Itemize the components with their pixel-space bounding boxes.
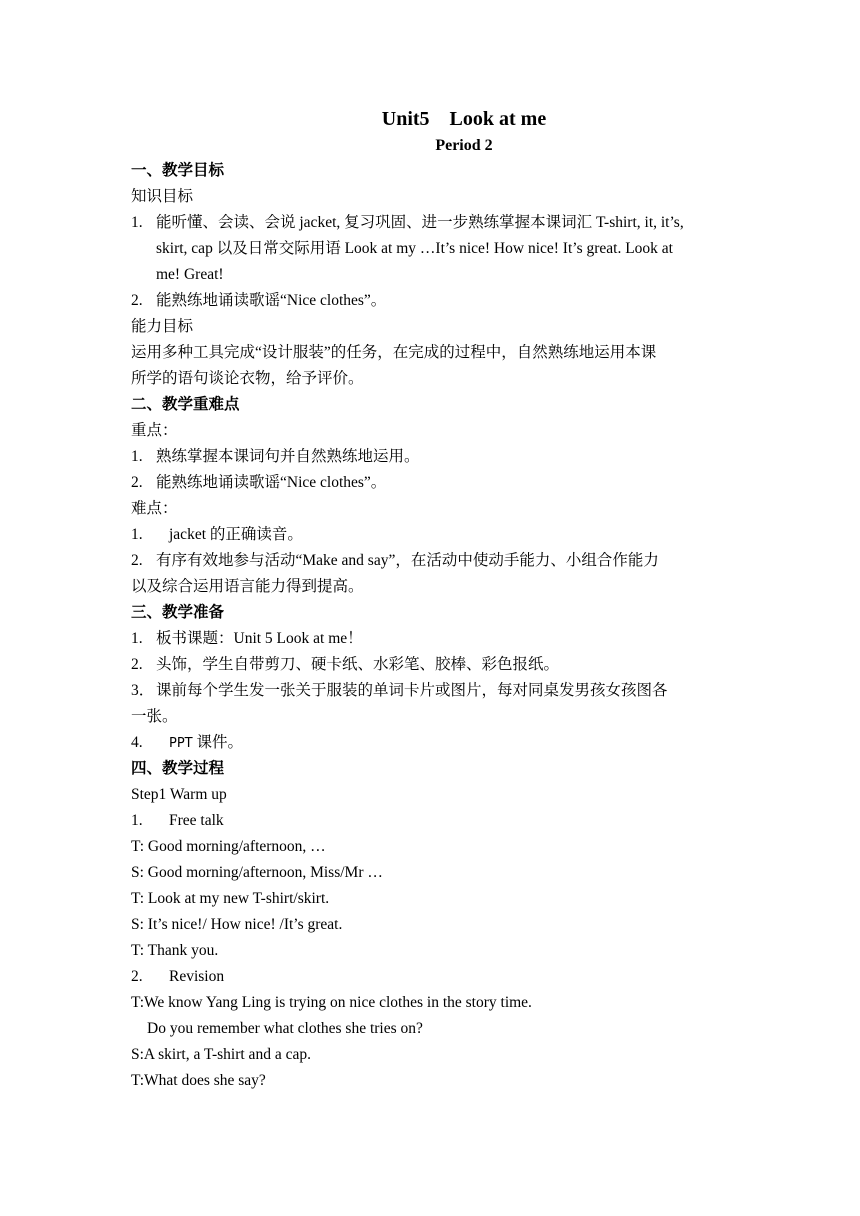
list-item: 2. 能熟练地诵读歌谣“Nice clothes”。 [131,474,387,491]
section-heading-goals: 一、教学目标 [131,162,225,179]
section-heading-key-points: 二、教学重难点 [131,396,240,413]
doc-title: Unit5 Look at me [381,108,547,130]
dialogue-line: T: Good morning/afternoon, … [131,838,326,855]
dialogue-line: T: Look at my new T-shirt/skirt. [131,890,330,907]
paragraph-line: 以及综合运用语言能力得到提高。 [131,578,364,595]
dialogue-line: Do you remember what clothes she tries on? [147,1020,423,1037]
list-item: 2. 能熟练地诵读歌谣“Nice clothes”。 [131,292,387,309]
ability-goal-label: 能力目标 [131,318,194,335]
list-item: 2. 有序有效地参与活动“Make and say”，在活动中使动手能力、小组合作能力 [131,552,659,569]
dialogue-line: S: Good morning/afternoon, Miss/Mr … [131,864,383,881]
dialogue-line: T:What does she say? [131,1072,266,1089]
list-item: 1. 板书课题：Unit 5 Look at me！ [131,630,363,647]
list-item: 2. Revision [131,968,225,985]
doc-body [131,158,731,1094]
list-item: 1. 熟练掌握本课词句并自然熟练地运用。 [131,448,420,465]
doc-subtitle: Period 2 [435,137,493,154]
knowledge-goal-label: 知识目标 [131,188,194,205]
list-item: 1. Free talk [131,812,224,829]
key-label: 重点： [131,422,178,439]
paragraph-line: 所学的语句谈论衣物，给予评价。 [131,370,364,387]
dialogue-line: S:A skirt, a T-shirt and a cap. [131,1046,311,1063]
dialogue-line: T: Thank you. [131,942,219,959]
list-item: 1. 能听懂、会读、会说 jacket, 复习巩固、进一步熟练掌握本课词汇 T-shirt, it, it’s, [131,214,684,231]
step-heading: Step1 Warm up [131,786,227,803]
list-item: 4. PPT 课件。 [131,734,244,751]
dialogue-line: S: It’s nice!/ How nice! /It’s great. [131,916,343,933]
paragraph-line: 一张。 [131,708,178,725]
paragraph-line: 运用多种工具完成“设计服装”的任务，在完成的过程中，自然熟练地运用本课 [131,344,657,361]
list-item: 1. jacket 的正确读音。 [131,526,303,543]
dialogue-line: T:We know Yang Ling is trying on nice clothes in the story time. [131,994,532,1011]
section-heading-process: 四、教学过程 [131,760,225,777]
difficulty-label: 难点： [131,500,178,517]
list-item-continued: skirt, cap 以及日常交际用语 Look at my …It’s nice! How nice! It’s great. Look at [156,240,673,257]
list-item: 3． 课前每个学生发一张关于服装的单词卡片或图片，每对同桌发男孩女孩图各 [131,682,668,699]
list-item-continued: me! Great! [156,266,224,283]
list-item: 2. 头饰，学生自带剪刀、硬卡纸、水彩笔、胶棒、彩色报纸。 [131,656,560,673]
section-heading-preparation: 三、教学准备 [131,604,225,621]
